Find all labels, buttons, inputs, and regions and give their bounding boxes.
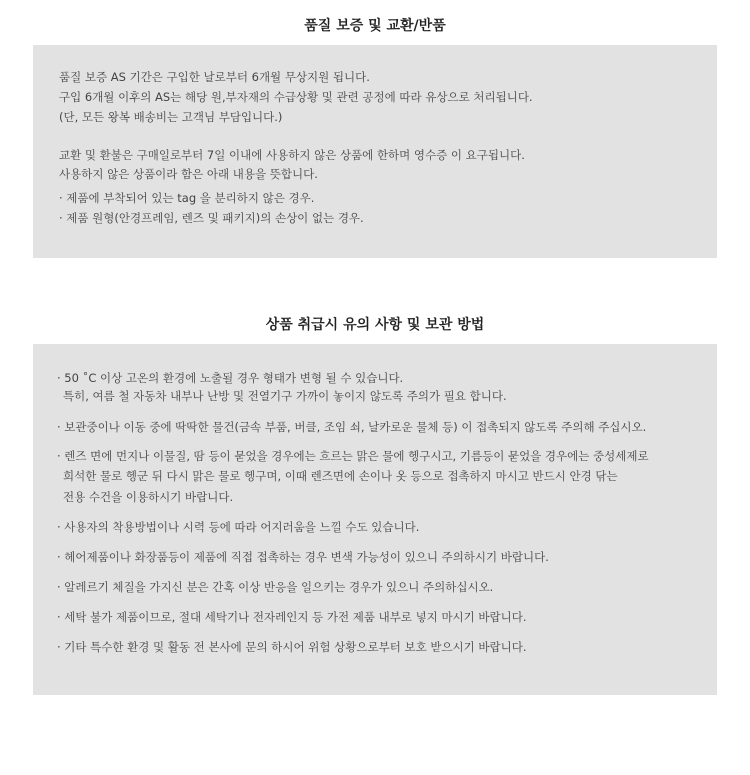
care-line: 특히, 여름 철 자동차 내부나 난방 및 전열기구 가까이 놓이지 않도록 주의가 필요 합니다. (63, 389, 507, 403)
warranty-title: 품질 보증 및 교환/반품 (304, 18, 446, 34)
care-line: · 렌즈 면에 먼지나 이물질, 땀 등이 묻었을 경우에는 흐르는 맑은 물에 헹구시고, 기름등이 묻었을 경우에는 중성세제로 (57, 449, 649, 463)
care-line: · 기타 특수한 환경 및 활동 전 본사에 문의 하시어 위험 상황으로부터 보호 받으시기 바랍니다. (57, 640, 527, 654)
warranty-box (33, 45, 717, 258)
care-line: 희석한 물로 헹군 뒤 다시 맑은 물로 헹구며, 이때 렌즈면에 손이나 옷 등으로 접촉하지 마시고 반드시 안경 닦는 (63, 469, 618, 483)
warranty-line: · 제품 원형(안경프레임, 렌즈 및 패키지)의 손상이 없는 경우. (59, 211, 364, 225)
care-line: · 보관중이나 이동 중에 딱딱한 물건(금속 부품, 버클, 조임 쇠, 날카로운 물체 등) 이 접촉되지 않도록 주의해 주십시오. (57, 420, 647, 434)
warranty-line: 품질 보증 AS 기간은 구입한 날로부터 6개월 무상지원 됩니다. (59, 70, 370, 84)
care-title: 상품 취급시 유의 사항 및 보관 방법 (265, 317, 485, 333)
care-line: · 세탁 불가 제품이므로, 절대 세탁기나 전자레인지 등 가전 제품 내부로 넣지 마시기 바랍니다. (57, 610, 527, 624)
care-line: 전용 수건을 이용하시기 바랍니다. (63, 490, 234, 504)
warranty-line: · 제품에 부착되어 있는 tag 을 분리하지 않은 경우. (59, 191, 315, 205)
care-line: · 헤어제품이나 화장품등이 제품에 직접 접촉하는 경우 변색 가능성이 있으니 주의하시기 바랍니다. (57, 550, 549, 564)
warranty-line: (단, 모든 왕복 배송비는 고객님 부담입니다.) (59, 110, 283, 124)
care-box (33, 344, 717, 695)
warranty-line: 교환 및 환불은 구매일로부터 7일 이내에 사용하지 않은 상품에 한하며 영수증 이 요구됩니다. (59, 148, 525, 162)
warranty-line: 구입 6개월 이후의 AS는 해당 원,부자재의 수급상황 및 관련 공정에 따라 유상으로 처리됩니다. (59, 90, 533, 104)
care-line: · 50 ˚C 이상 고온의 환경에 노출될 경우 형태가 변형 될 수 있습니다. (57, 371, 404, 385)
warranty-line: 사용하지 않은 상품이라 함은 아래 내용을 뜻합니다. (59, 167, 318, 181)
care-line: · 알레르기 체질을 가지신 분은 간혹 이상 반응을 일으키는 경우가 있으니 주의하십시오. (57, 580, 494, 594)
care-line: · 사용자의 착용방법이나 시력 등에 따라 어지러움을 느낄 수도 있습니다. (57, 520, 420, 534)
